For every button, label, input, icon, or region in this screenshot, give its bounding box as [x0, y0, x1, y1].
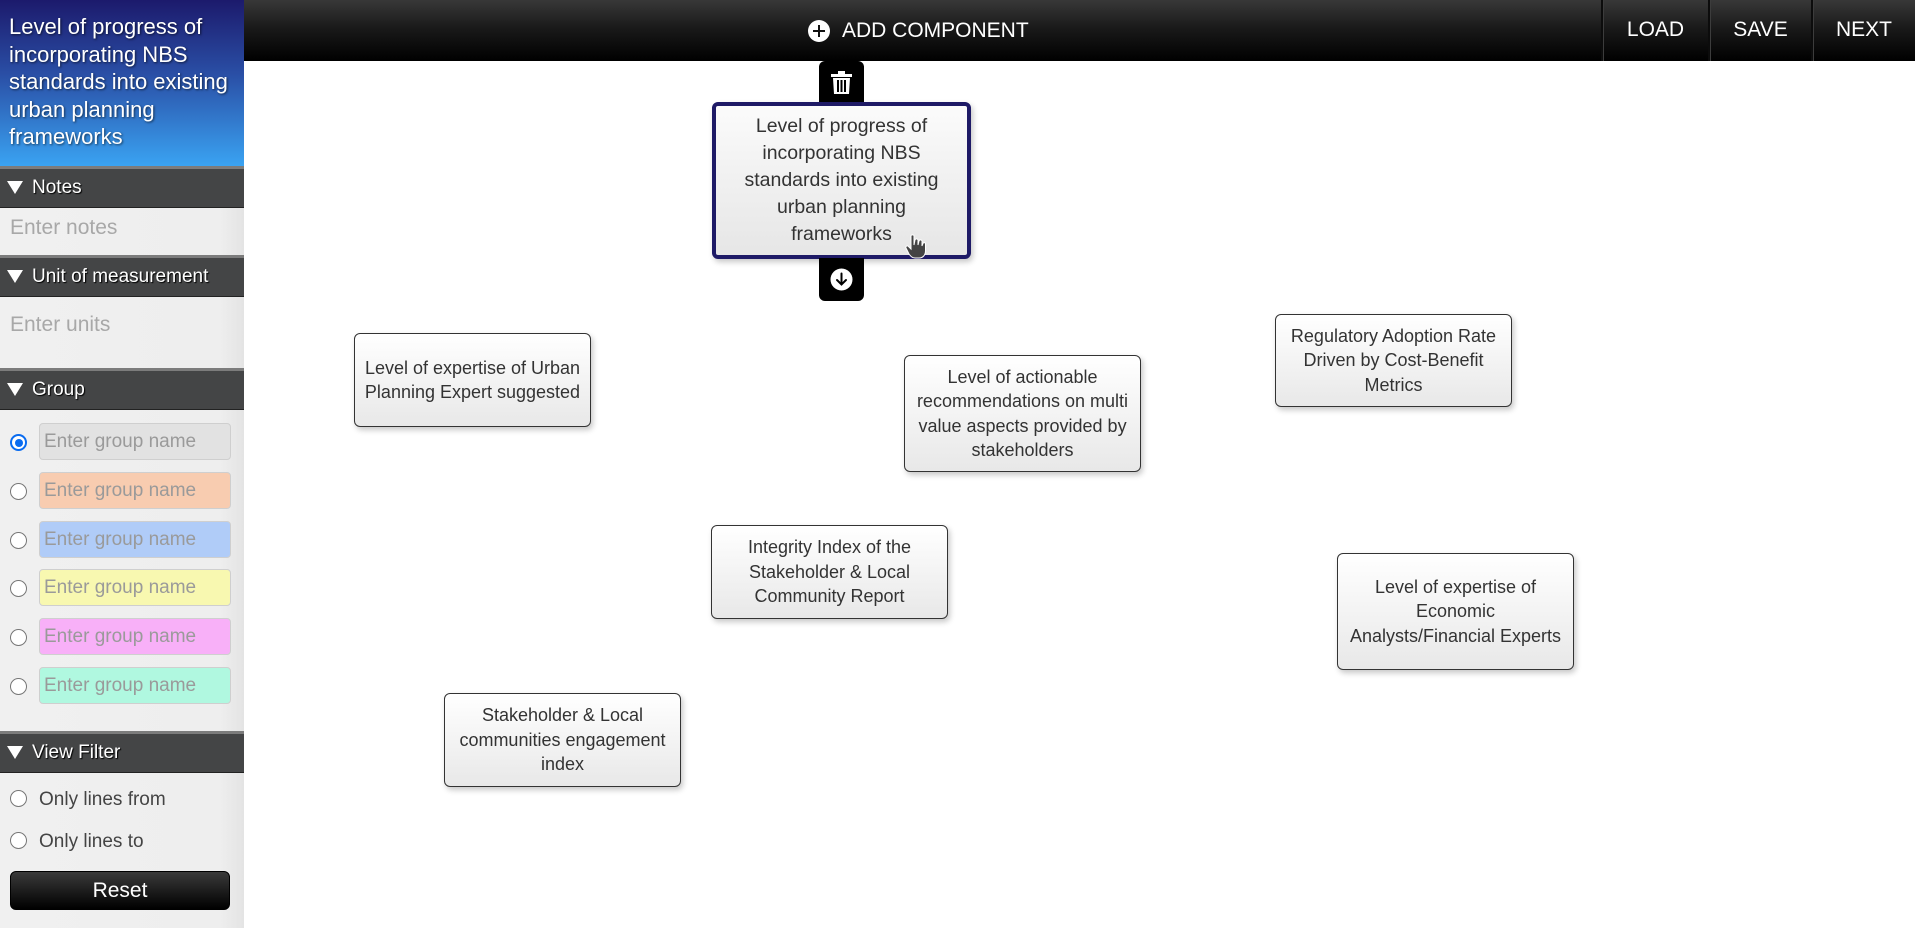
group-row: [0, 666, 244, 706]
delete-component-button[interactable]: [819, 61, 864, 103]
trash-icon: [830, 71, 853, 95]
save-button[interactable]: SAVE: [1708, 0, 1811, 61]
notes-header-label: Notes: [32, 177, 82, 198]
group-row: [0, 520, 244, 560]
group-header-label: Group: [32, 379, 85, 400]
group-section-header[interactable]: [0, 368, 244, 410]
filter-only-lines-from[interactable]: [0, 786, 244, 816]
group-name-input[interactable]: [39, 472, 231, 509]
plus-circle-icon: [808, 20, 830, 42]
add-component-label: ADD COMPONENT: [842, 18, 1029, 42]
units-input[interactable]: [0, 297, 244, 367]
group-radio[interactable]: [10, 629, 27, 646]
group-radio[interactable]: [10, 678, 27, 695]
filter-label: Only lines to: [39, 831, 144, 852]
connect-arrow-button[interactable]: [819, 258, 864, 301]
group-name-input[interactable]: [39, 521, 231, 558]
group-name-input[interactable]: [39, 618, 231, 655]
component-node[interactable]: Regulatory Adoption Rate Driven by Cost-Benefit Metrics: [1275, 314, 1512, 407]
group-row: [0, 471, 244, 511]
collapse-triangle-icon: [7, 270, 23, 283]
add-component-button[interactable]: [808, 0, 1029, 61]
group-row: [0, 568, 244, 608]
collapse-triangle-icon: [7, 383, 23, 396]
reset-button[interactable]: Reset: [10, 871, 230, 910]
view-filter-header-label: View Filter: [32, 742, 121, 763]
top-toolbar: [244, 0, 1915, 61]
notes-input[interactable]: [0, 208, 244, 254]
next-button[interactable]: NEXT: [1811, 0, 1915, 61]
unit-header-label: Unit of measurement: [32, 266, 209, 287]
collapse-triangle-icon: [7, 181, 23, 194]
component-node[interactable]: Level of actionable recommendations on multi value aspects provided by stakeholders: [904, 355, 1141, 472]
filter-radio[interactable]: [10, 832, 27, 849]
selected-component-node[interactable]: Level of progress of incorporating NBS standards into existing urban planning frameworks: [712, 102, 971, 259]
load-button[interactable]: LOAD: [1601, 0, 1708, 61]
notes-section-header[interactable]: [0, 166, 244, 208]
group-name-input[interactable]: [39, 667, 231, 704]
group-radio[interactable]: [10, 434, 27, 451]
component-node[interactable]: Level of expertise of Economic Analysts/Financial Experts: [1337, 553, 1574, 670]
component-node[interactable]: Level of expertise of Urban Planning Expert suggested: [354, 333, 591, 427]
component-node[interactable]: Stakeholder & Local communities engagement index: [444, 693, 681, 787]
unit-section-header[interactable]: [0, 255, 244, 297]
component-node[interactable]: Integrity Index of the Stakeholder & Local Community Report: [711, 525, 948, 619]
group-row: [0, 617, 244, 657]
hand-pointer-cursor-icon: [905, 234, 927, 260]
arrow-down-circle-icon: [830, 268, 853, 291]
group-row: [0, 422, 244, 462]
collapse-triangle-icon: [7, 746, 23, 759]
group-name-input[interactable]: [39, 569, 231, 606]
group-radio[interactable]: [10, 580, 27, 597]
filter-label: Only lines from: [39, 789, 166, 810]
group-name-input[interactable]: [39, 423, 231, 460]
sidebar: [0, 0, 244, 928]
group-radio[interactable]: [10, 532, 27, 549]
selected-component-title: Level of progress of incorporating NBS standards into existing urban planning frameworks: [0, 0, 244, 166]
view-filter-section-header[interactable]: [0, 731, 244, 773]
filter-radio[interactable]: [10, 790, 27, 807]
filter-only-lines-to[interactable]: [0, 828, 244, 858]
group-radio[interactable]: [10, 483, 27, 500]
